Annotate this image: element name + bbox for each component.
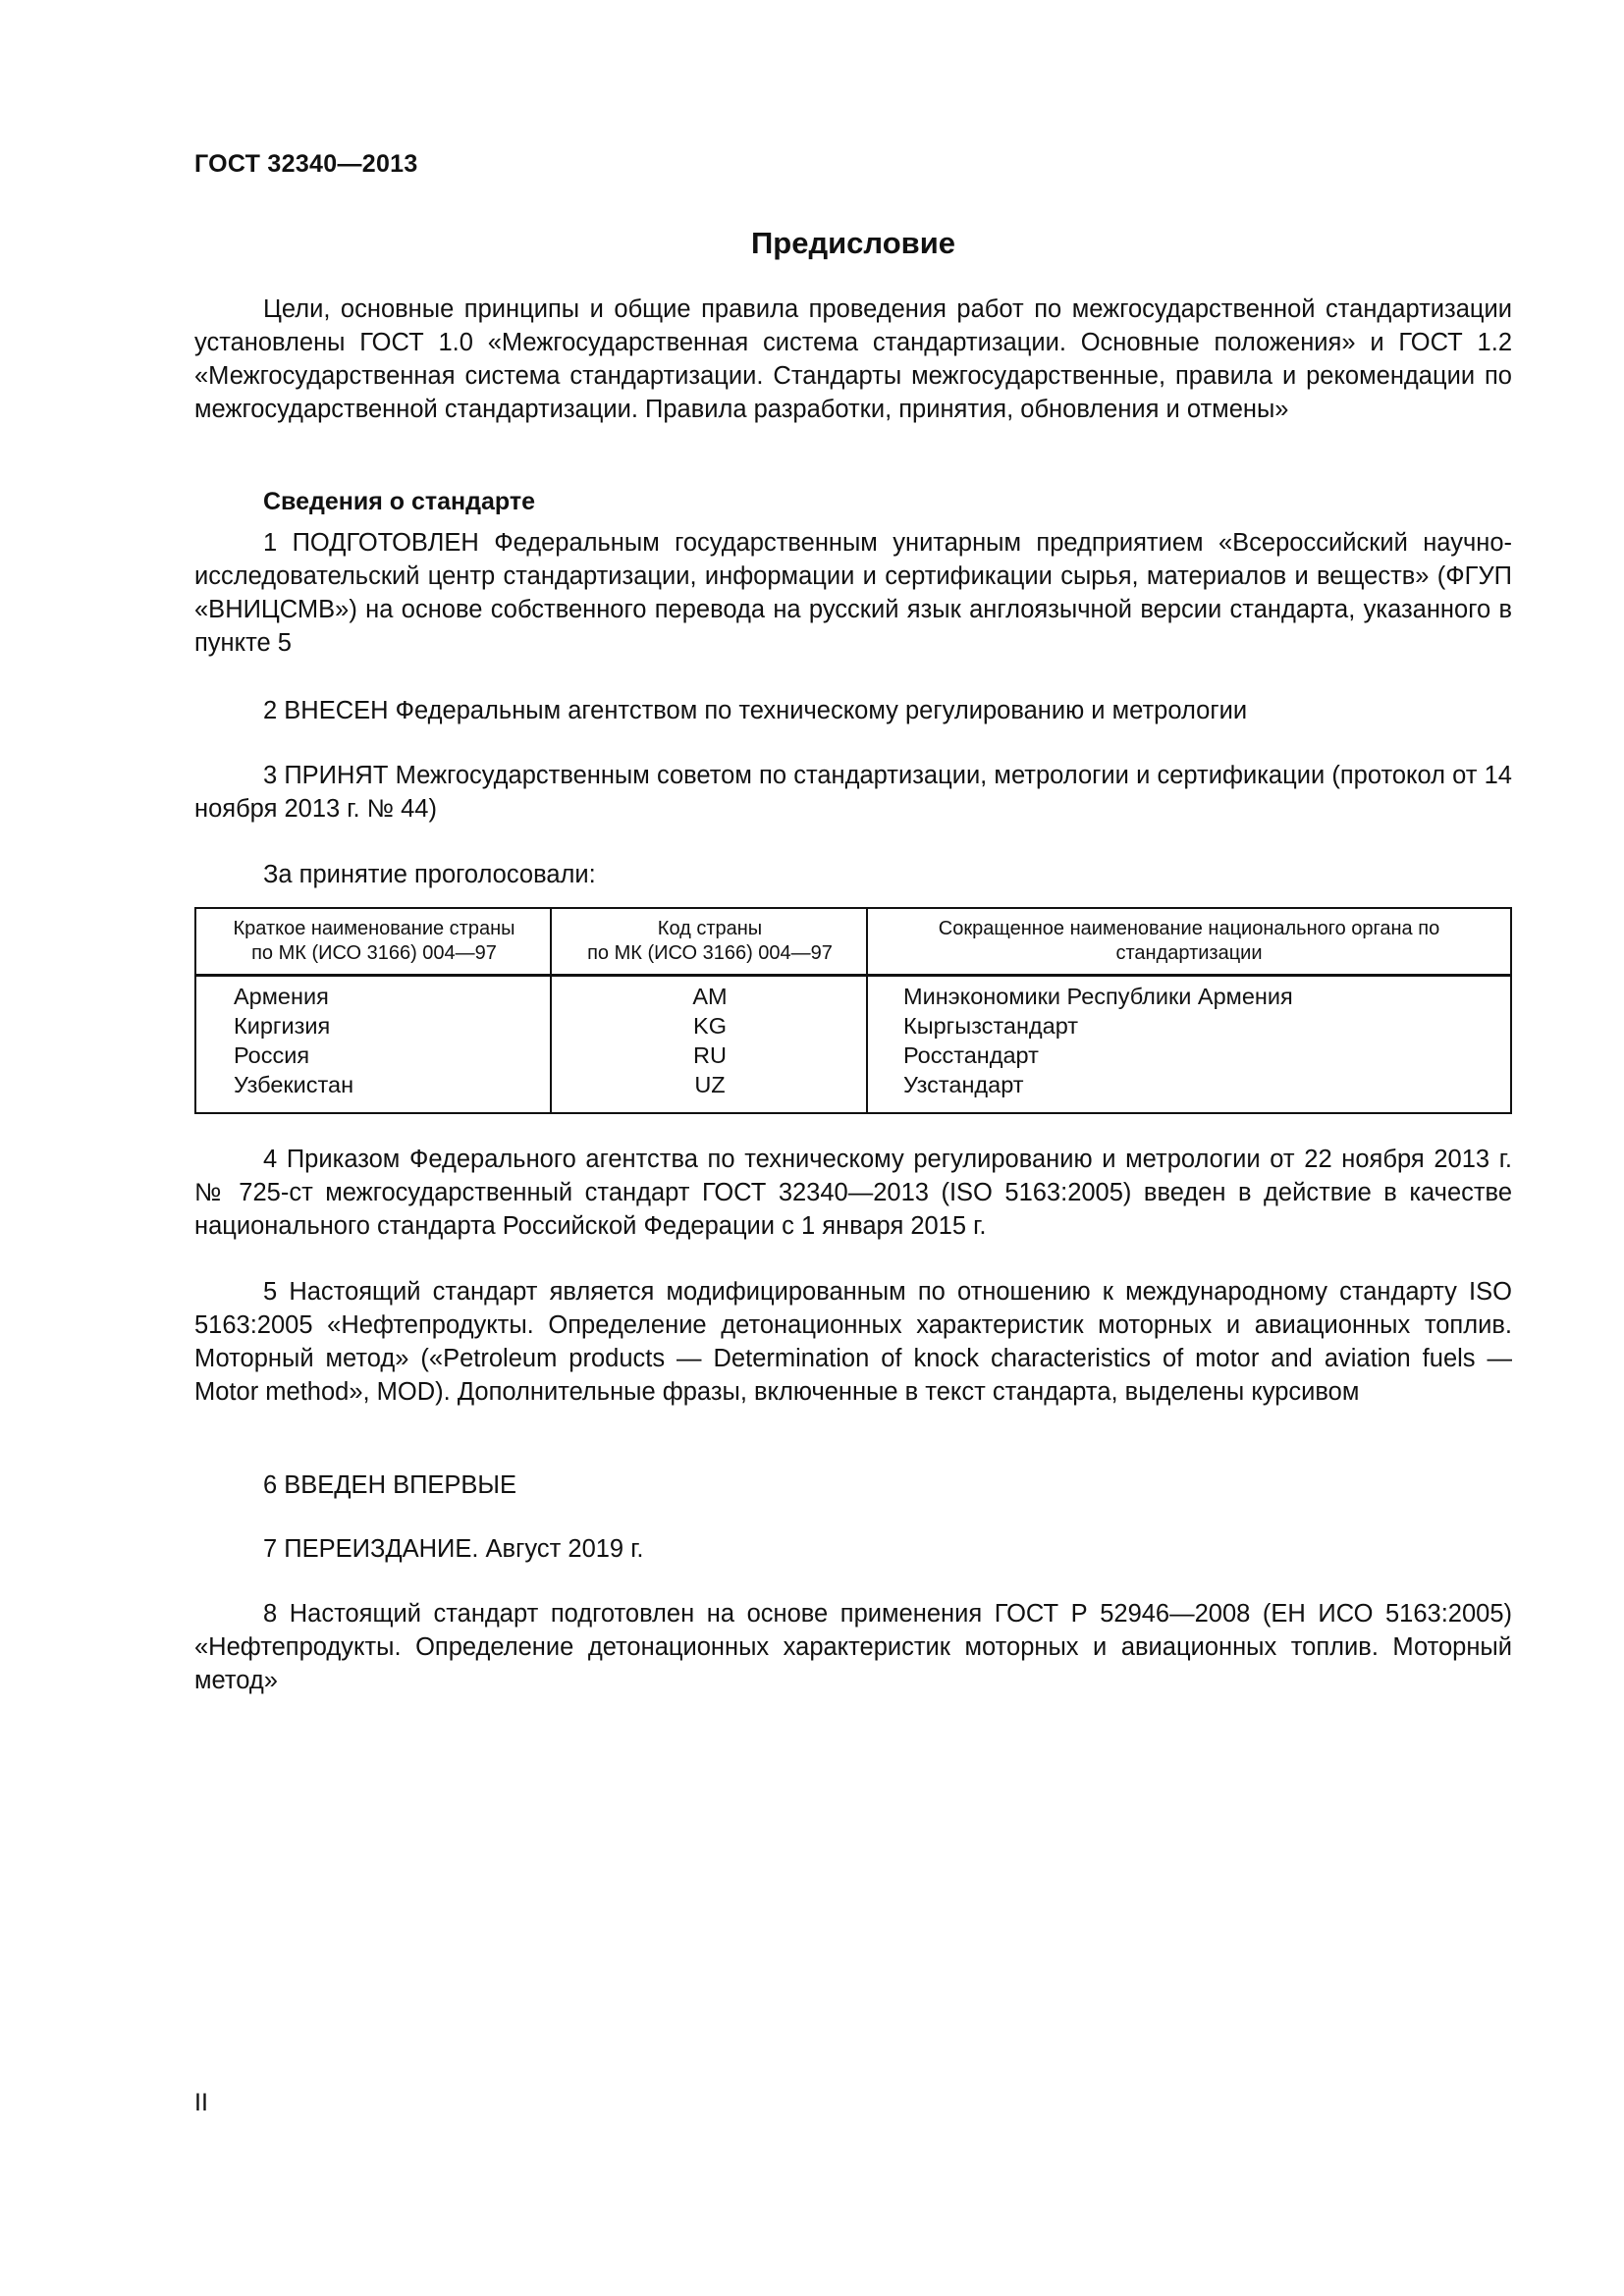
table-cell-country: Узбекистан <box>234 1072 354 1097</box>
item-5-paragraph: 5 Настоящий стандарт является модифицированным по отношению к международному стандарту ISO 5163:2005 «Нефтепродукты. Определение детонационных характеристик моторных и авиационных топлив. Моторный метод» («Petroleum products — Determination of knock characteristics of motor and aviation fuels — Motor method», MOD). Дополнительные фразы, включенные в текст стандарта, выделены курсивом <box>194 1278 1512 1406</box>
item-1-paragraph: 1 ПОДГОТОВЛЕН Федеральным государственным унитарным предприятием «Всероссийский научно-исследовательский центр стандартизации, информации и сертификации сырья, материалов и веществ» (ФГУП «ВНИЦСМВ») на основе собственного перевода на русский язык англоязычной версии стандарта, указанного в пункте 5 <box>194 529 1512 657</box>
table-cell-code: RU <box>693 1042 727 1068</box>
table-cell-code: UZ <box>694 1072 726 1097</box>
section-subheading: Сведения о стандарте <box>263 488 536 515</box>
document-code-header: ГОСТ 32340—2013 <box>194 150 418 178</box>
table-cell-body: Узстандарт <box>903 1072 1024 1097</box>
table-cell-body: Росстандарт <box>903 1042 1039 1068</box>
table-cell-country: Россия <box>234 1042 310 1068</box>
item-3-paragraph: 3 ПРИНЯТ Межгосударственным советом по стандартизации, метрологии и сертификации (протокол от 14 ноября 2013 г. № 44) <box>194 762 1512 823</box>
item-7-paragraph: 7 ПЕРЕИЗДАНИЕ. Август 2019 г. <box>263 1535 644 1563</box>
header-body-line1: Сокращенное наименование национального органа по <box>938 918 1440 939</box>
table-cell-body: Кыргызстандарт <box>903 1013 1079 1039</box>
header-code-line1: Код страны <box>657 918 763 939</box>
header-code-line2: по МК (ИСО 3166) 004—97 <box>587 942 833 964</box>
header-code <box>552 917 868 966</box>
table-cell-code: KG <box>693 1013 727 1039</box>
item-8-paragraph: 8 Настоящий стандарт подготовлен на основе применения ГОСТ Р 52946—2008 (ЕН ИСО 5163:2005) «Нефтепродукты. Определение детонационных характеристик моторных и авиационных топлив. Моторный метод» <box>194 1600 1512 1694</box>
intro-paragraph: Цели, основные принципы и общие правила проведения работ по межгосударственной стандартизации установлены ГОСТ 1.0 «Межгосударственная система стандартизации. Основные положения» и ГОСТ 1.2 «Межгосударственная система стандартизации. Стандарты межгосударственные, правила и рекомендации по межгосударственной стандартизации. Правила разработки, принятия, обновления и отмены» <box>194 295 1512 423</box>
page-title: Предисловие <box>750 226 955 260</box>
header-country-line2: по МК (ИСО 3166) 004—97 <box>251 942 497 964</box>
voting-countries-table <box>194 907 1512 1114</box>
table-cell-code: AM <box>692 984 728 1009</box>
table-cell-country: Армения <box>234 984 329 1009</box>
item-4-paragraph: 4 Приказом Федерального агентства по техническому регулированию и метрологии от 22 ноября 2013 г. № 725-ст межгосударственный стандарт ГОСТ 32340—2013 (ISO 5163:2005) введен в действие в качестве национального стандарта Российской Федерации с 1 января 2015 г. <box>194 1146 1512 1240</box>
table-cell-country: Киргизия <box>234 1013 331 1039</box>
header-body <box>868 917 1510 966</box>
header-country <box>196 917 552 966</box>
page-number: II <box>194 2089 208 2116</box>
item-6-paragraph: 6 ВВЕДЕН ВПЕРВЫЕ <box>263 1471 517 1499</box>
item-2-paragraph: 2 ВНЕСЕН Федеральным агентством по техническому регулированию и метрологии <box>263 697 1248 724</box>
table-header-row <box>196 909 1510 977</box>
header-country-line1: Краткое наименование страны <box>233 918 515 939</box>
header-body-line2: стандартизации <box>1115 942 1263 964</box>
vote-intro-text: За принятие проголосовали: <box>263 861 596 888</box>
table-cell-body: Минэкономики Республики Армения <box>903 984 1293 1009</box>
